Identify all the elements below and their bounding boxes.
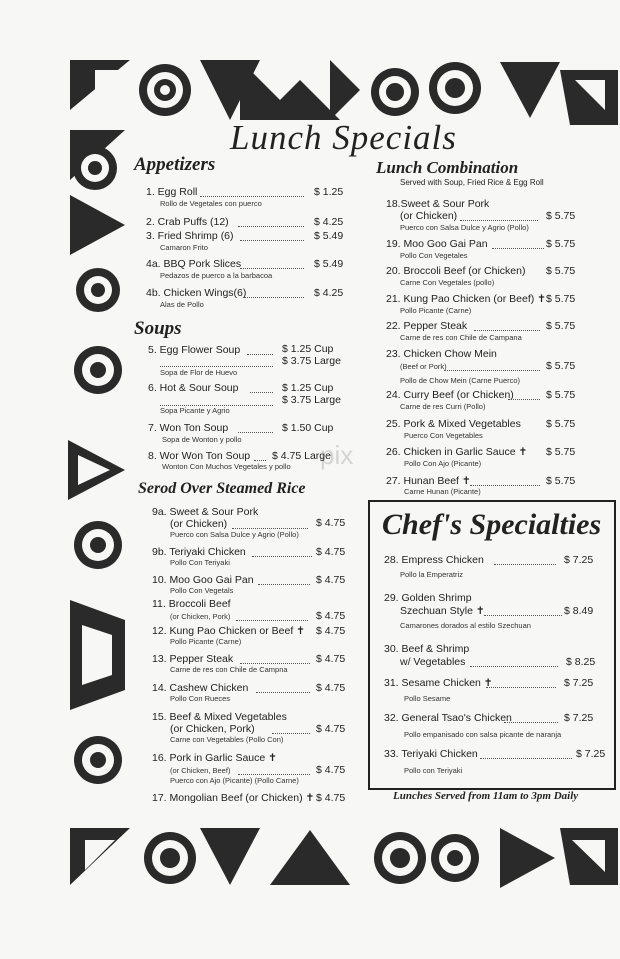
menu-item-price: $ 4.75 <box>316 546 346 558</box>
menu-item-price: $ 5.75 <box>546 360 576 372</box>
menu-item-price: $ 4.75 <box>316 625 346 637</box>
appetizers-heading: Appetizers <box>134 154 216 175</box>
leader-dots <box>240 240 304 241</box>
menu-item-name: 13. Pepper Steak <box>152 653 234 665</box>
menu-item-name: 2. Crab Puffs (12) <box>146 216 229 228</box>
menu-item-price: $ 5.75 <box>546 210 576 222</box>
menu-item-price: $ 8.49 <box>564 605 594 617</box>
menu-item-price: $ 7.25 <box>564 677 594 689</box>
leader-dots <box>474 330 540 331</box>
menu-item-name: 5. Egg Flower Soup <box>148 344 241 356</box>
menu-item-price: $ 5.75 <box>546 418 576 430</box>
menu-item-price: $ 4.25 <box>314 216 344 228</box>
menu-item-name: 28. Empress Chicken <box>384 554 484 566</box>
lunch-combination-heading: Lunch Combination <box>376 158 519 177</box>
menu-item-desc: Pollo Con Vegetales <box>400 251 468 260</box>
menu-item-name: 6. Hot & Sour Soup <box>148 382 239 394</box>
menu-item-desc: Pollo con Teriyaki <box>404 766 463 775</box>
menu-item-name: 4b. Chicken Wings(6) <box>146 287 247 299</box>
menu-item-name-2: (or Chicken, Pork) <box>170 723 255 735</box>
menu-item-price: $ 4.75 Large <box>272 450 331 462</box>
menu-item-desc: Camaron Frito <box>160 243 208 252</box>
menu-item-desc: Sopa de Flor de Huevo <box>160 368 238 377</box>
menu-item-name: 25. Pork & Mixed Vegetables <box>386 418 521 430</box>
menu-item-name: 8. Wor Won Ton Soup <box>148 450 251 462</box>
watermark: pix <box>320 440 354 470</box>
menu-item-price: $ 4.75 <box>316 653 346 665</box>
leader-dots <box>238 432 273 433</box>
leader-dots <box>272 733 310 734</box>
menu-item-name: 29. Golden Shrimp <box>384 592 472 604</box>
leader-dots <box>252 556 312 557</box>
lunch-combination-subtitle: Served with Soup, Fried Rice & Egg Roll <box>400 178 544 187</box>
menu-item-desc: Carne con Vegetables (Pollo Con) <box>170 735 284 744</box>
menu-item-name-2: (or Chicken) <box>170 518 228 530</box>
menu-item-desc: Alas de Pollo <box>160 300 204 309</box>
menu-item-name-2: w/ Vegetables <box>400 656 466 668</box>
menu-item-price: $ 5.75 <box>546 238 576 250</box>
menu-item-name: 18.Sweet & Sour Pork <box>386 198 490 210</box>
leader-dots <box>244 297 304 298</box>
menu-item-price: $ 3.75 Large <box>282 355 341 367</box>
menu-item-desc: Carne de res con Chile de Campana <box>400 333 522 342</box>
menu-item-price: $ 5.49 <box>314 258 344 270</box>
menu-item-price: $ 4.25 <box>314 287 344 299</box>
leader-dots <box>484 615 562 616</box>
hours-footer: Lunches Served from 11am to 3pm Daily <box>393 790 579 802</box>
menu-item-desc: Pollo Picante (Carne) <box>400 306 472 315</box>
menu-item-desc: Puerco con Salsa Dulce y Agrio (Pollo) <box>170 530 299 539</box>
menu-item-desc: Pollo empanisado con salsa picante de naranja <box>404 730 562 739</box>
menu-item-price: $ 7.25 <box>564 554 594 566</box>
menu-item-name: 27. Hunan Beef ✝ <box>386 475 471 487</box>
menu-item-name: 7. Won Ton Soup <box>148 422 229 434</box>
leader-dots <box>486 687 556 688</box>
menu-item-desc: Puerco con Salsa Dulce y Agrio (Pollo) <box>400 223 529 232</box>
menu-item-desc: Pollo Con Teriyaki <box>170 558 230 567</box>
menu-item-price: $ 1.50 Cup <box>282 422 334 434</box>
leader-dots <box>247 354 273 355</box>
menu-item-name-2: (or Chicken) <box>400 210 458 222</box>
menu-item-name: 33. Teriyaki Chicken <box>384 748 478 760</box>
menu-item-price: $ 4.75 <box>316 574 346 586</box>
leader-dots <box>238 226 304 227</box>
menu-item-name: 22. Pepper Steak <box>386 320 468 332</box>
menu-item-name-2: (Beef or Pork) <box>400 362 447 371</box>
menu-item-price: $ 1.25 Cup <box>282 382 334 394</box>
menu-item-price: $ 5.75 <box>546 389 576 401</box>
menu-item-name: 23. Chicken Chow Mein <box>386 348 497 360</box>
leader-dots <box>444 370 540 371</box>
menu-item-name-2: (or Chicken, Beef) <box>170 766 231 775</box>
menu-item-name: 20. Broccoli Beef (or Chicken) <box>386 265 526 277</box>
menu-item-name: 24. Curry Beef (or Chicken) <box>386 389 514 401</box>
menu-item-name: 4a. BBQ Pork Slices <box>146 258 242 270</box>
menu-item-desc: Carne Con Vegetales (pollo) <box>400 278 495 287</box>
leader-dots <box>160 366 273 367</box>
menu-item-desc: Wonton Con Muchos Vegetales y pollo <box>162 462 291 471</box>
menu-item-name: 15. Beef & Mixed Vegetables <box>152 711 287 723</box>
menu-item-desc: Carne Hunan (Picante) <box>404 487 481 496</box>
menu-item-desc: Carne de res con Chile de Campna <box>170 665 288 674</box>
menu-item-desc: Pollo Picante (Carne) <box>170 637 242 646</box>
menu-item-price: $ 4.75 <box>316 764 346 776</box>
menu-item-price: $ 4.75 <box>316 682 346 694</box>
menu-item-desc: Puerco Con Vegetables <box>404 431 483 440</box>
leader-dots <box>494 564 556 565</box>
chefs-specialties-heading: Chef's Specialties <box>382 508 602 541</box>
menu-item-price: $ 5.49 <box>314 230 344 242</box>
menu-item-price: $ 7.25 <box>564 712 594 724</box>
menu-item-name: 17. Mongolian Beef (or Chicken) ✝ <box>152 792 315 804</box>
leader-dots <box>470 666 558 667</box>
menu-item-desc: Pollo de Chow Mein (Carne Puerco) <box>400 376 521 385</box>
page-title: Lunch Specials <box>230 118 457 157</box>
menu-item-price: $ 5.75 <box>546 446 576 458</box>
leader-dots <box>250 392 273 393</box>
menu-item-name: 3. Fried Shrimp (6) <box>146 230 234 242</box>
leader-dots <box>256 692 310 693</box>
menu-item-desc: Sopa Picante y Agrio <box>160 406 230 415</box>
menu-item-price: $ 8.25 <box>566 656 596 668</box>
menu-item-desc: Rollo de Vegetales con puerco <box>160 199 262 208</box>
menu-item-name: 1. Egg Roll <box>146 186 198 198</box>
menu-item-desc: Pollo la Emperatriz <box>400 570 463 579</box>
menu-item-price: $ 4.75 <box>316 792 346 804</box>
menu-item-name: 11. Broccoli Beef <box>152 598 231 610</box>
menu-item-name: 9a. Sweet & Sour Pork <box>152 506 259 518</box>
menu-item-desc: Pollo Sesame <box>404 694 451 703</box>
leader-dots <box>492 248 544 249</box>
menu-item-desc: Pedazos de puerco a la barbacoa <box>160 271 273 280</box>
leader-dots <box>460 220 538 221</box>
menu-item-desc: Pollo Con Ajo (Picante) <box>404 459 482 468</box>
menu-item-name: 31. Sesame Chicken ✝ <box>384 677 493 689</box>
leader-dots <box>232 528 308 529</box>
menu-item-name: 16. Pork in Garlic Sauce ✝ <box>152 752 277 764</box>
menu-item-name: 21. Kung Pao Chicken (or Beef) ✝ <box>386 293 546 305</box>
menu-item-desc: Pollo Con Rueces <box>170 694 231 703</box>
menu-item-price: $ 5.75 <box>546 265 576 277</box>
leader-dots <box>258 584 310 585</box>
menu-item-name: 19. Moo Goo Gai Pan <box>386 238 488 250</box>
menu-item-name: 14. Cashew Chicken <box>152 682 249 694</box>
menu-item-price: $ 5.75 <box>546 320 576 332</box>
leader-dots <box>240 268 304 269</box>
menu-item-price: $ 4.75 <box>316 723 346 735</box>
menu-item-desc: Pollo Con Vegetals <box>170 586 234 595</box>
leader-dots <box>200 196 304 197</box>
menu-item-desc: Carne de res Curri (Pollo) <box>400 402 486 411</box>
menu-item-name-2: (or Chicken, Pork) <box>170 612 231 621</box>
menu-item-price: $ 1.25 <box>314 186 344 198</box>
leader-dots <box>480 758 572 759</box>
leader-dots <box>508 399 540 400</box>
menu-item-desc: Puerco con Ajo (Picante) (Pollo Carne) <box>170 776 299 785</box>
menu-item-price: $ 4.75 <box>316 517 346 529</box>
menu-item-price: $ 5.75 <box>546 293 576 305</box>
menu-item-name: 26. Chicken in Garlic Sauce ✝ <box>386 446 528 458</box>
menu-item-price: $ 5.75 <box>546 475 576 487</box>
leader-dots <box>238 774 310 775</box>
menu-item-name: 32. General Tsao's Chicken <box>384 712 512 724</box>
menu-item-price: $ 4.75 <box>316 610 346 622</box>
leader-dots <box>470 485 540 486</box>
menu-item-price: $ 7.25 <box>576 748 606 760</box>
menu-item-desc: Sopa de Wonton y pollo <box>162 435 242 444</box>
leader-dots <box>240 663 310 664</box>
menu-item-name: 12. Kung Pao Chicken or Beef ✝ <box>152 625 305 637</box>
menu-item-name-2: Szechuan Style ✝ <box>400 605 485 617</box>
menu-item-desc: Camarones dorados al estilo Szechuan <box>400 621 531 630</box>
menu-item-name: 10. Moo Goo Gai Pan <box>152 574 254 586</box>
menu-item-price: $ 3.75 Large <box>282 394 341 406</box>
menu-item-name: 9b. Teriyaki Chicken <box>152 546 246 558</box>
leader-dots <box>254 460 266 461</box>
leader-dots <box>504 722 558 723</box>
menu-item-name: 30. Beef & Shrimp <box>384 643 470 655</box>
soups-heading: Soups <box>134 318 182 339</box>
menu-item-price: $ 1.25 Cup <box>282 343 334 355</box>
leader-dots <box>236 620 308 621</box>
served-rice-heading: Serod Over Steamed Rice <box>138 480 306 497</box>
